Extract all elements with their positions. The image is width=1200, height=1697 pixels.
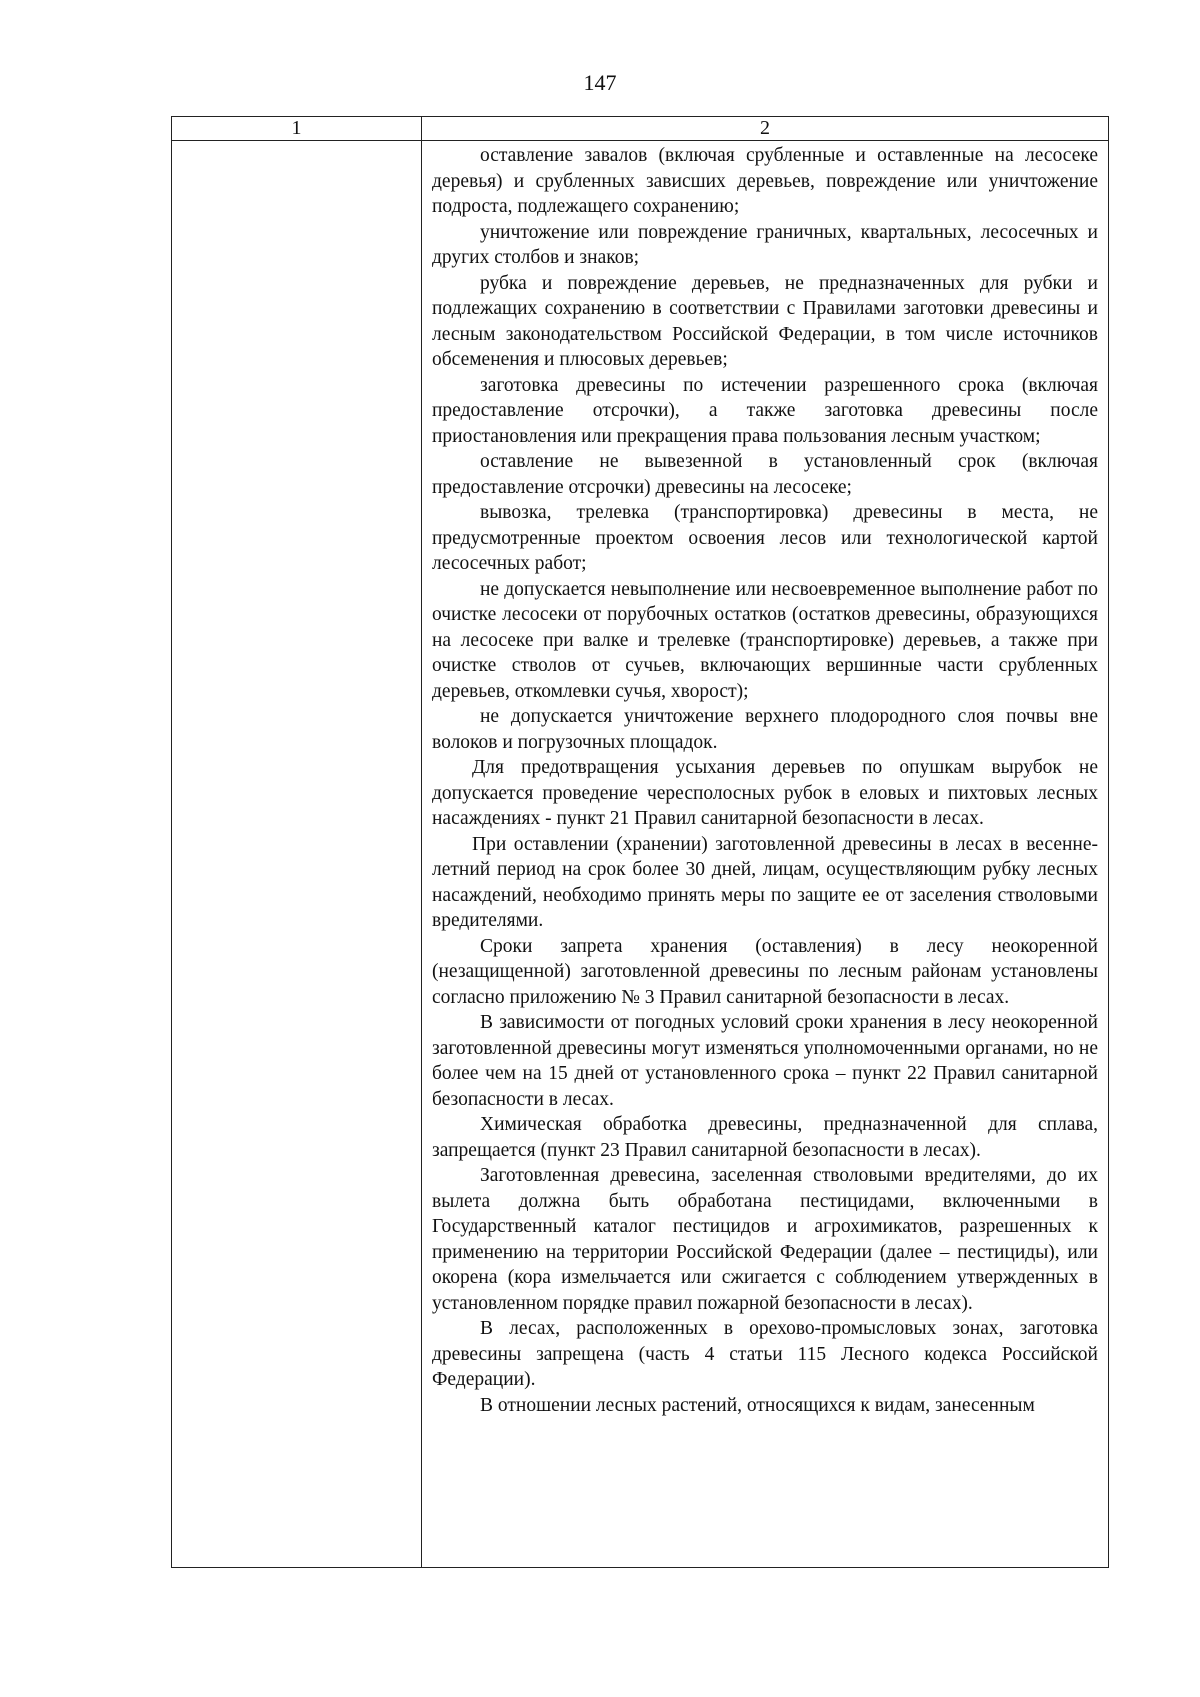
paragraph: вывозка, трелевка (транспортировка) древесины в места, не предусмотренные проектом освоения лесов или технологической картой лесосечных работ; <box>432 502 1098 574</box>
paragraph: В зависимости от погодных условий сроки хранения в лесу неокоренной заготовленной древесины могут изменяться уполномоченными органами, но не более чем на 15 дней от установленного срока – пункт 22 Правил санитарной безопасности в лесах. <box>432 1012 1098 1110</box>
document-table <box>171 116 1109 1568</box>
paragraph: не допускается уничтожение верхнего плодородного слоя почвы вне волоков и погрузочных площадок. <box>432 706 1098 753</box>
paragraph: уничтожение или повреждение граничных, квартальных, лесосечных и других столбов и знаков; <box>432 221 1098 268</box>
column-header-1: 1 <box>172 117 422 141</box>
paragraph: не допускается невыполнение или несвоевременное выполнение работ по очистке лесосеки от порубочных остатков (остатков древесины, образующихся на лесосеке при валке и трелевке (транспортировке) деревьев, а также при очистке стволов от сучьев, включающих вершинные части срубленных деревьев, откомлевки сучья, хворост); <box>432 578 1098 702</box>
column-1-cell <box>172 141 422 1567</box>
paragraph: заготовка древесины по истечении разрешенного срока (включая предоставление отсрочки), а также заготовка древесины после приостановления или прекращения права пользования лесным участком; <box>432 374 1098 447</box>
column-header-2: 2 <box>422 117 1108 141</box>
paragraph: В лесах, расположенных в орехово-промысловых зонах, заготовка древесины запрещена (часть 4 статьи 115 Лесного кодекса Российской Федерации). <box>432 1318 1098 1390</box>
column-2-cell <box>422 141 1108 1567</box>
paragraph: оставление завалов (включая срубленные и оставленные на лесосеке деревья) и срубленных зависших деревьев, повреждение или уничтожение подроста, подлежащего сохранению; <box>432 145 1098 217</box>
paragraph: Для предотвращения усыхания деревьев по опушкам вырубок не допускается проведение чересполосных рубок в еловых и пихтовых лесных насаждениях - пункт 21 Правил санитарной безопасности в лесах. <box>432 757 1098 829</box>
paragraph: Химическая обработка древесины, предназначенной для сплава, запрещается (пункт 23 Правил санитарной безопасности в лесах). <box>432 1114 1098 1161</box>
paragraph: Заготовленная древесина, заселенная стволовыми вредителями, до их вылета должна быть обработана пестицидами, включенными в Государственный каталог пестицидов и агрохимикатов, разрешенных к применению на территории Российской Федерации (далее – пестициды), или окорена (кора измельчается или сжигается с соблюдением утвержденных в установленном порядке правил пожарной безопасности в лесах). <box>432 1165 1098 1314</box>
paragraph: При оставлении (хранении) заготовленной древесины в лесах в весенне-летний период на срок более 30 дней, лицам, осуществляющим рубку лесных насаждений, необходимо принять меры по защите ее от заселения стволовыми вредителями. <box>432 833 1098 931</box>
paragraph: оставление не вывезенной в установленный срок (включая предоставление отсрочки) древесины на лесосеке; <box>432 451 1098 498</box>
paragraph: рубка и повреждение деревьев, не предназначенных для рубки и подлежащих сохранению в соответствии с Правилами заготовки древесины и лесным законодательством Российской Федерации, в том числе источников обсеменения и плюсовых деревьев; <box>432 272 1098 370</box>
page-number: 147 <box>583 70 617 95</box>
paragraph: Сроки запрета хранения (оставления) в лесу неокоренной (незащищенной) заготовленной древесины по лесным районам установлены согласно приложению № 3 Правил санитарной безопасности в лесах. <box>432 935 1098 1008</box>
paragraph: В отношении лесных растений, относящихся к видам, занесенным <box>480 1394 1035 1416</box>
